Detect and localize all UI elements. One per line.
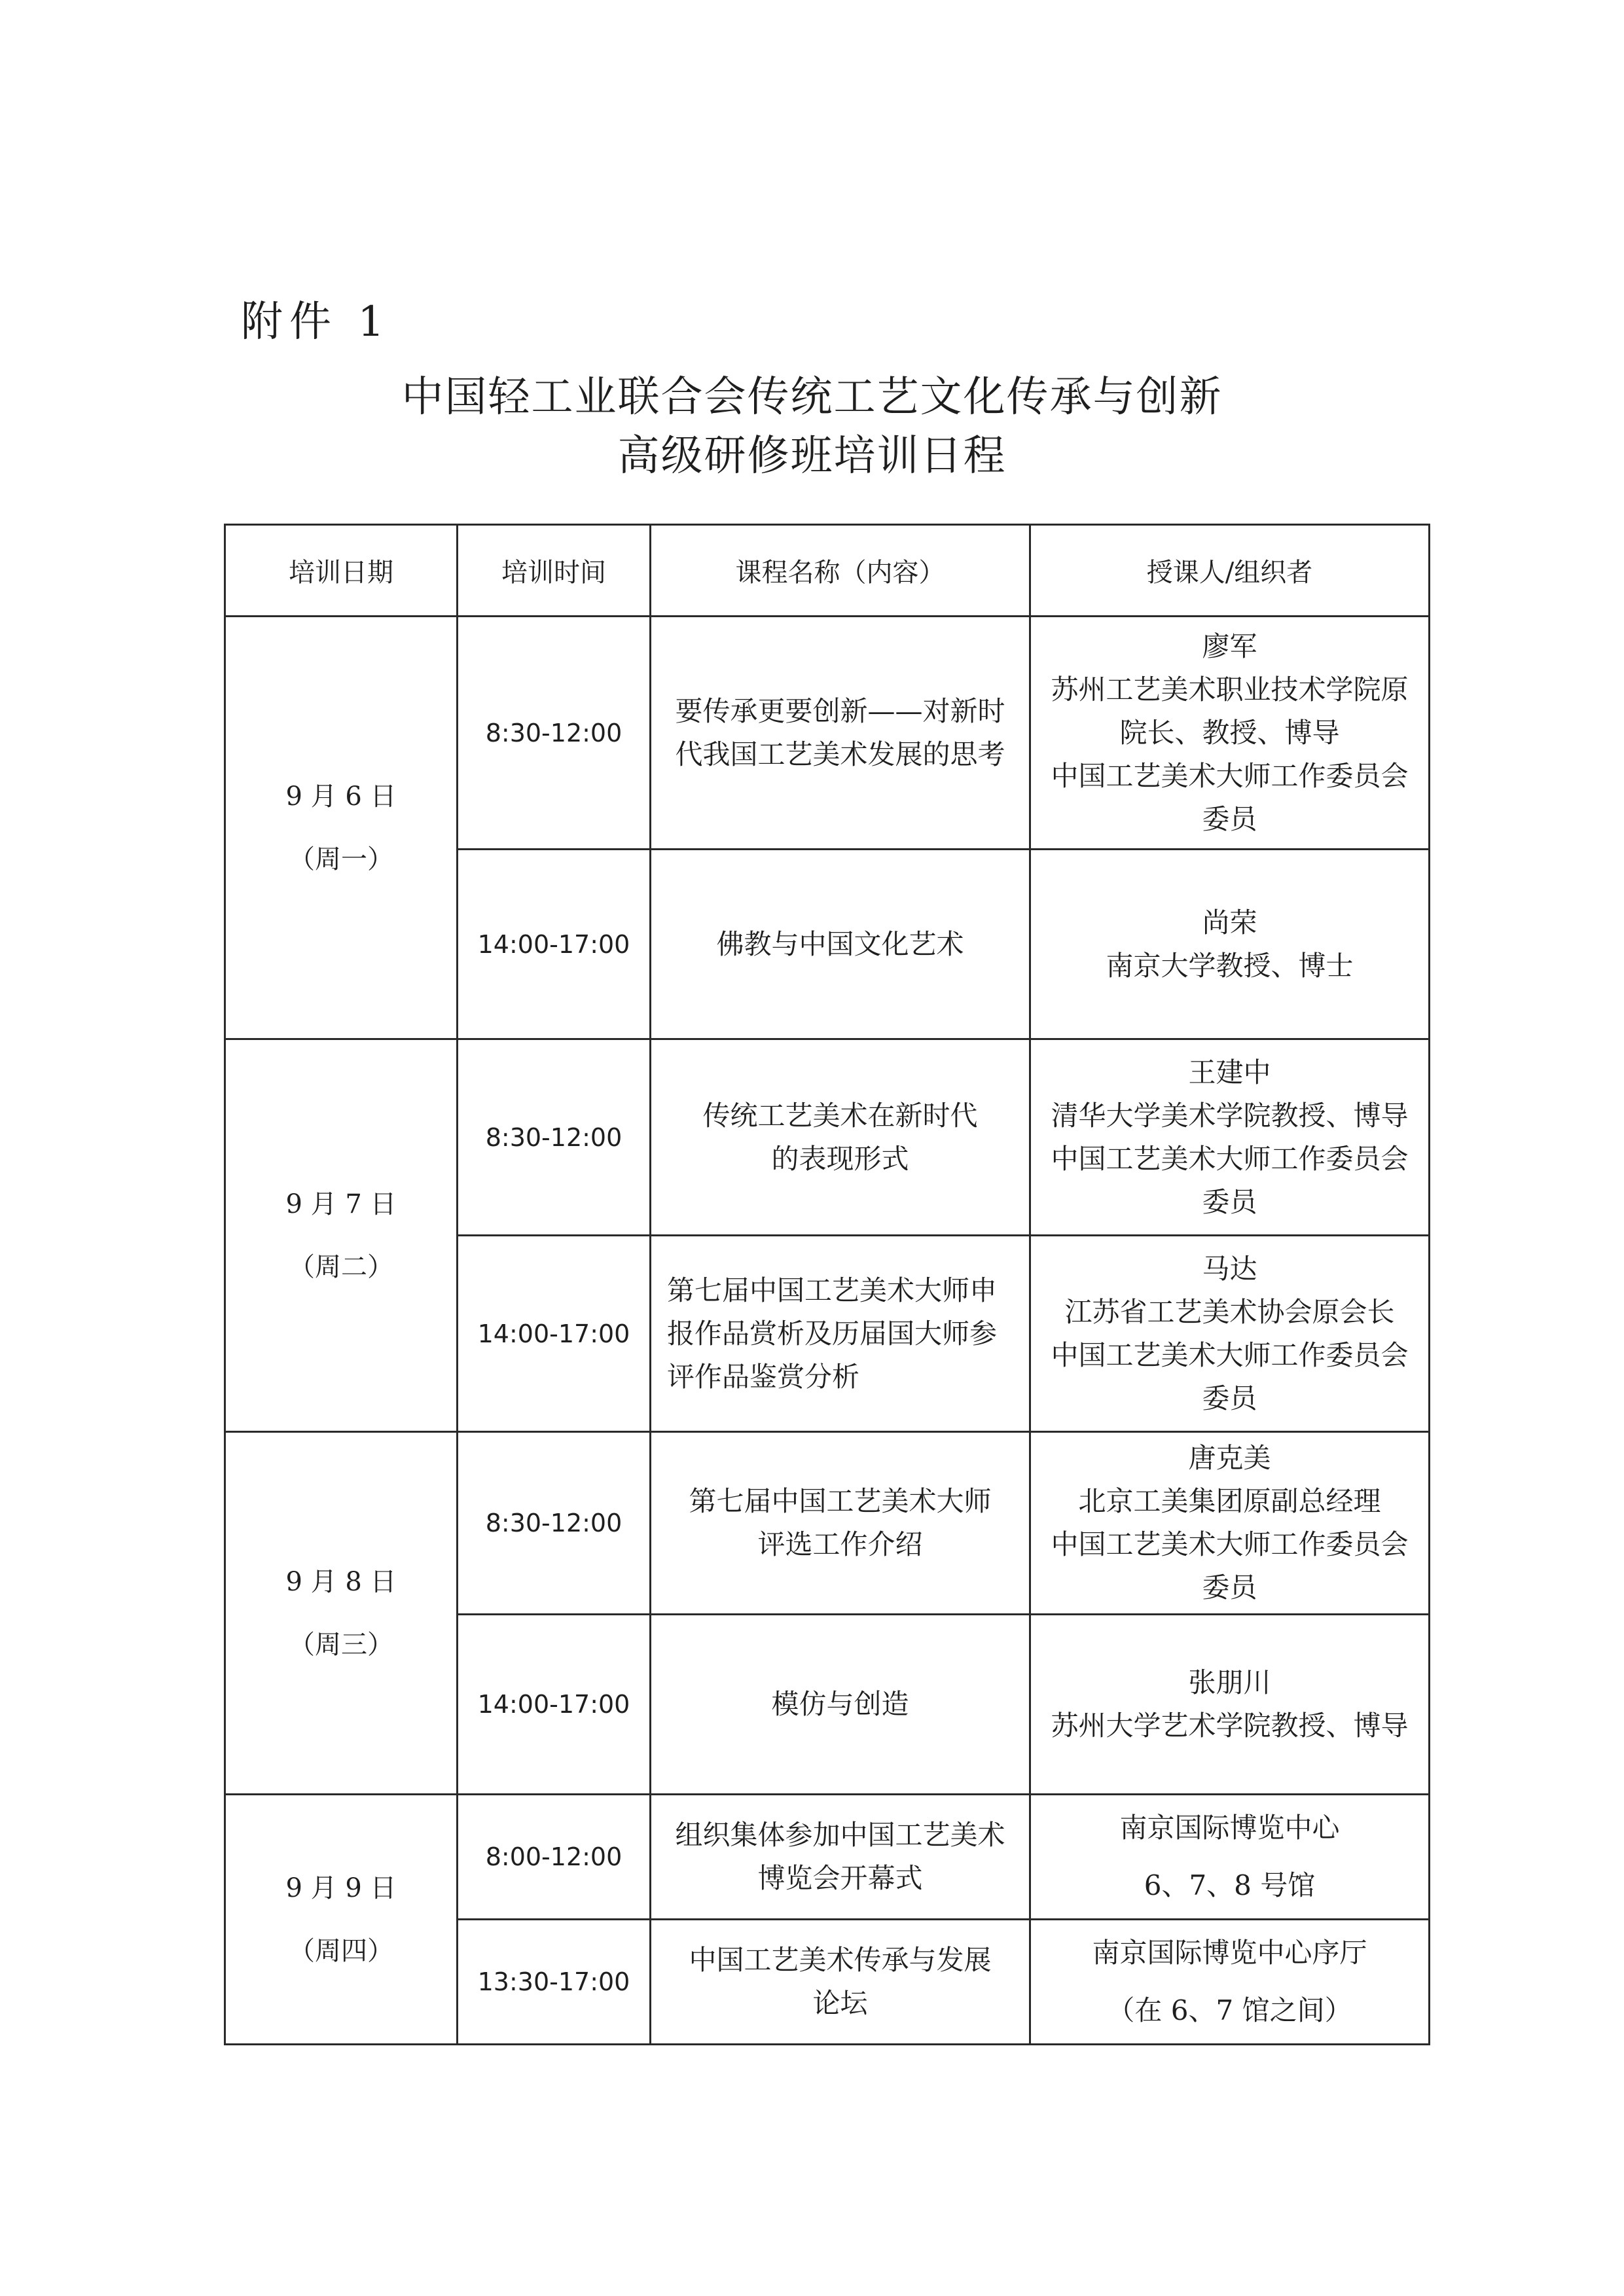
session-time: 8:30-12:00 bbox=[458, 1432, 651, 1615]
lecturer-line: 尚荣 bbox=[1202, 906, 1257, 939]
session-lecturer bbox=[1030, 1795, 1430, 1920]
day-date: 9 月 8 日 bbox=[285, 1566, 397, 1597]
course-line: 要传承更要创新——对新时 bbox=[675, 694, 1005, 727]
day-cell bbox=[225, 1039, 458, 1432]
day-weekday: （周二） bbox=[289, 1251, 393, 1282]
session-time: 8:00-12:00 bbox=[458, 1795, 651, 1920]
day-weekday: （周三） bbox=[289, 1629, 393, 1660]
day-cell bbox=[225, 1795, 458, 2045]
session-course bbox=[651, 1432, 1030, 1615]
lecturer-line: 南京国际博览中心 bbox=[1119, 1812, 1340, 1844]
course-line: 博览会开幕式 bbox=[757, 1862, 923, 1894]
session-lecturer bbox=[1030, 1039, 1430, 1236]
session-time: 14:00-17:00 bbox=[458, 1236, 651, 1432]
session-time: 8:30-12:00 bbox=[458, 1039, 651, 1236]
course-line: 评选工作介绍 bbox=[757, 1528, 923, 1560]
day-date: 9 月 9 日 bbox=[285, 1873, 397, 1903]
course-line: 代我国工艺美术发展的思考 bbox=[675, 738, 1005, 770]
session-course bbox=[651, 850, 1030, 1039]
lecturer-line: 马达 bbox=[1202, 1252, 1257, 1285]
session-course bbox=[651, 1615, 1030, 1795]
lecturer-line: 苏州工艺美术职业技术学院原 bbox=[1051, 673, 1409, 706]
session-lecturer bbox=[1030, 1236, 1430, 1432]
lecturer-line: 唐克美 bbox=[1188, 1442, 1271, 1474]
session-course bbox=[651, 617, 1030, 850]
header-lecturer: 授课人/组织者 bbox=[1030, 525, 1430, 617]
header-date: 培训日期 bbox=[225, 525, 458, 617]
session-time: 14:00-17:00 bbox=[458, 850, 651, 1039]
lecturer-line: 委员 bbox=[1202, 1571, 1257, 1604]
lecturer-line: 张朋川 bbox=[1188, 1666, 1271, 1698]
session-course bbox=[651, 1236, 1030, 1432]
table-row bbox=[225, 1039, 1430, 1236]
day-weekday: （周一） bbox=[289, 844, 393, 874]
lecturer-line: 中国工艺美术大师工作委员会 bbox=[1051, 759, 1409, 792]
lecturer-line: （在 6、7 馆之间） bbox=[1107, 1994, 1352, 2026]
table-row bbox=[225, 1795, 1430, 1920]
course-line: 的表现形式 bbox=[771, 1142, 909, 1175]
session-time: 13:30-17:00 bbox=[458, 1920, 651, 2045]
day-date: 9 月 7 日 bbox=[285, 1189, 397, 1219]
course-line: 模仿与创造 bbox=[771, 1688, 909, 1720]
session-lecturer bbox=[1030, 850, 1430, 1039]
lecturer-line: 院长、教授、博导 bbox=[1119, 716, 1340, 749]
header-time: 培训时间 bbox=[458, 525, 651, 617]
day-cell bbox=[225, 1432, 458, 1795]
session-course bbox=[651, 1039, 1030, 1236]
session-lecturer bbox=[1030, 1615, 1430, 1795]
day-date: 9 月 6 日 bbox=[285, 781, 397, 812]
course-line: 第七届中国工艺美术大师申 bbox=[667, 1274, 998, 1306]
session-lecturer bbox=[1030, 1432, 1430, 1615]
lecturer-line: 委员 bbox=[1202, 1382, 1257, 1414]
session-time: 8:30-12:00 bbox=[458, 617, 651, 850]
lecturer-line: 中国工艺美术大师工作委员会 bbox=[1051, 1338, 1409, 1371]
lecturer-line: 中国工艺美术大师工作委员会 bbox=[1051, 1142, 1409, 1175]
lecturer-line: 江苏省工艺美术协会原会长 bbox=[1064, 1295, 1395, 1328]
session-course bbox=[651, 1920, 1030, 2045]
lecturer-line: 委员 bbox=[1202, 1185, 1257, 1218]
attachment-label: 附件 1 bbox=[241, 298, 391, 346]
document-title-line-2: 高级研修班培训日程 bbox=[617, 432, 1007, 480]
lecturer-line: 王建中 bbox=[1188, 1056, 1271, 1088]
session-lecturer bbox=[1030, 1920, 1430, 2045]
schedule-table bbox=[224, 524, 1430, 2045]
day-cell bbox=[225, 617, 458, 1039]
header-row bbox=[225, 525, 1430, 617]
lecturer-line: 廖军 bbox=[1202, 630, 1257, 662]
table-row bbox=[225, 617, 1430, 850]
course-line: 佛教与中国文化艺术 bbox=[716, 927, 964, 960]
document-title-line-1: 中国轻工业联合会传统工艺文化传承与创新 bbox=[401, 373, 1223, 422]
lecturer-line: 北京工美集团原副总经理 bbox=[1078, 1485, 1381, 1517]
lecturer-line: 清华大学美术学院教授、博导 bbox=[1051, 1099, 1409, 1132]
lecturer-line: 南京大学教授、博士 bbox=[1106, 949, 1354, 982]
course-line: 中国工艺美术传承与发展 bbox=[689, 1944, 992, 1976]
course-line: 第七届中国工艺美术大师 bbox=[689, 1485, 992, 1517]
session-course bbox=[651, 1795, 1030, 1920]
course-line: 论坛 bbox=[812, 1987, 868, 2019]
table-row bbox=[225, 1432, 1430, 1615]
lecturer-line: 6、7、8 号馆 bbox=[1144, 1869, 1316, 1901]
session-time: 14:00-17:00 bbox=[458, 1615, 651, 1795]
lecturer-line: 南京国际博览中心序厅 bbox=[1092, 1937, 1367, 1969]
session-lecturer bbox=[1030, 617, 1430, 850]
course-line: 评作品鉴赏分析 bbox=[667, 1360, 860, 1393]
course-line: 报作品赏析及历届国大师参 bbox=[667, 1317, 998, 1350]
day-weekday: （周四） bbox=[289, 1935, 393, 1966]
lecturer-line: 苏州大学艺术学院教授、博导 bbox=[1051, 1710, 1409, 1742]
course-line: 传统工艺美术在新时代 bbox=[702, 1099, 978, 1132]
header-course: 课程名称（内容） bbox=[651, 525, 1030, 617]
lecturer-line: 委员 bbox=[1202, 802, 1257, 835]
course-line: 组织集体参加中国工艺美术 bbox=[675, 1819, 1005, 1851]
lecturer-line: 中国工艺美术大师工作委员会 bbox=[1051, 1528, 1409, 1560]
